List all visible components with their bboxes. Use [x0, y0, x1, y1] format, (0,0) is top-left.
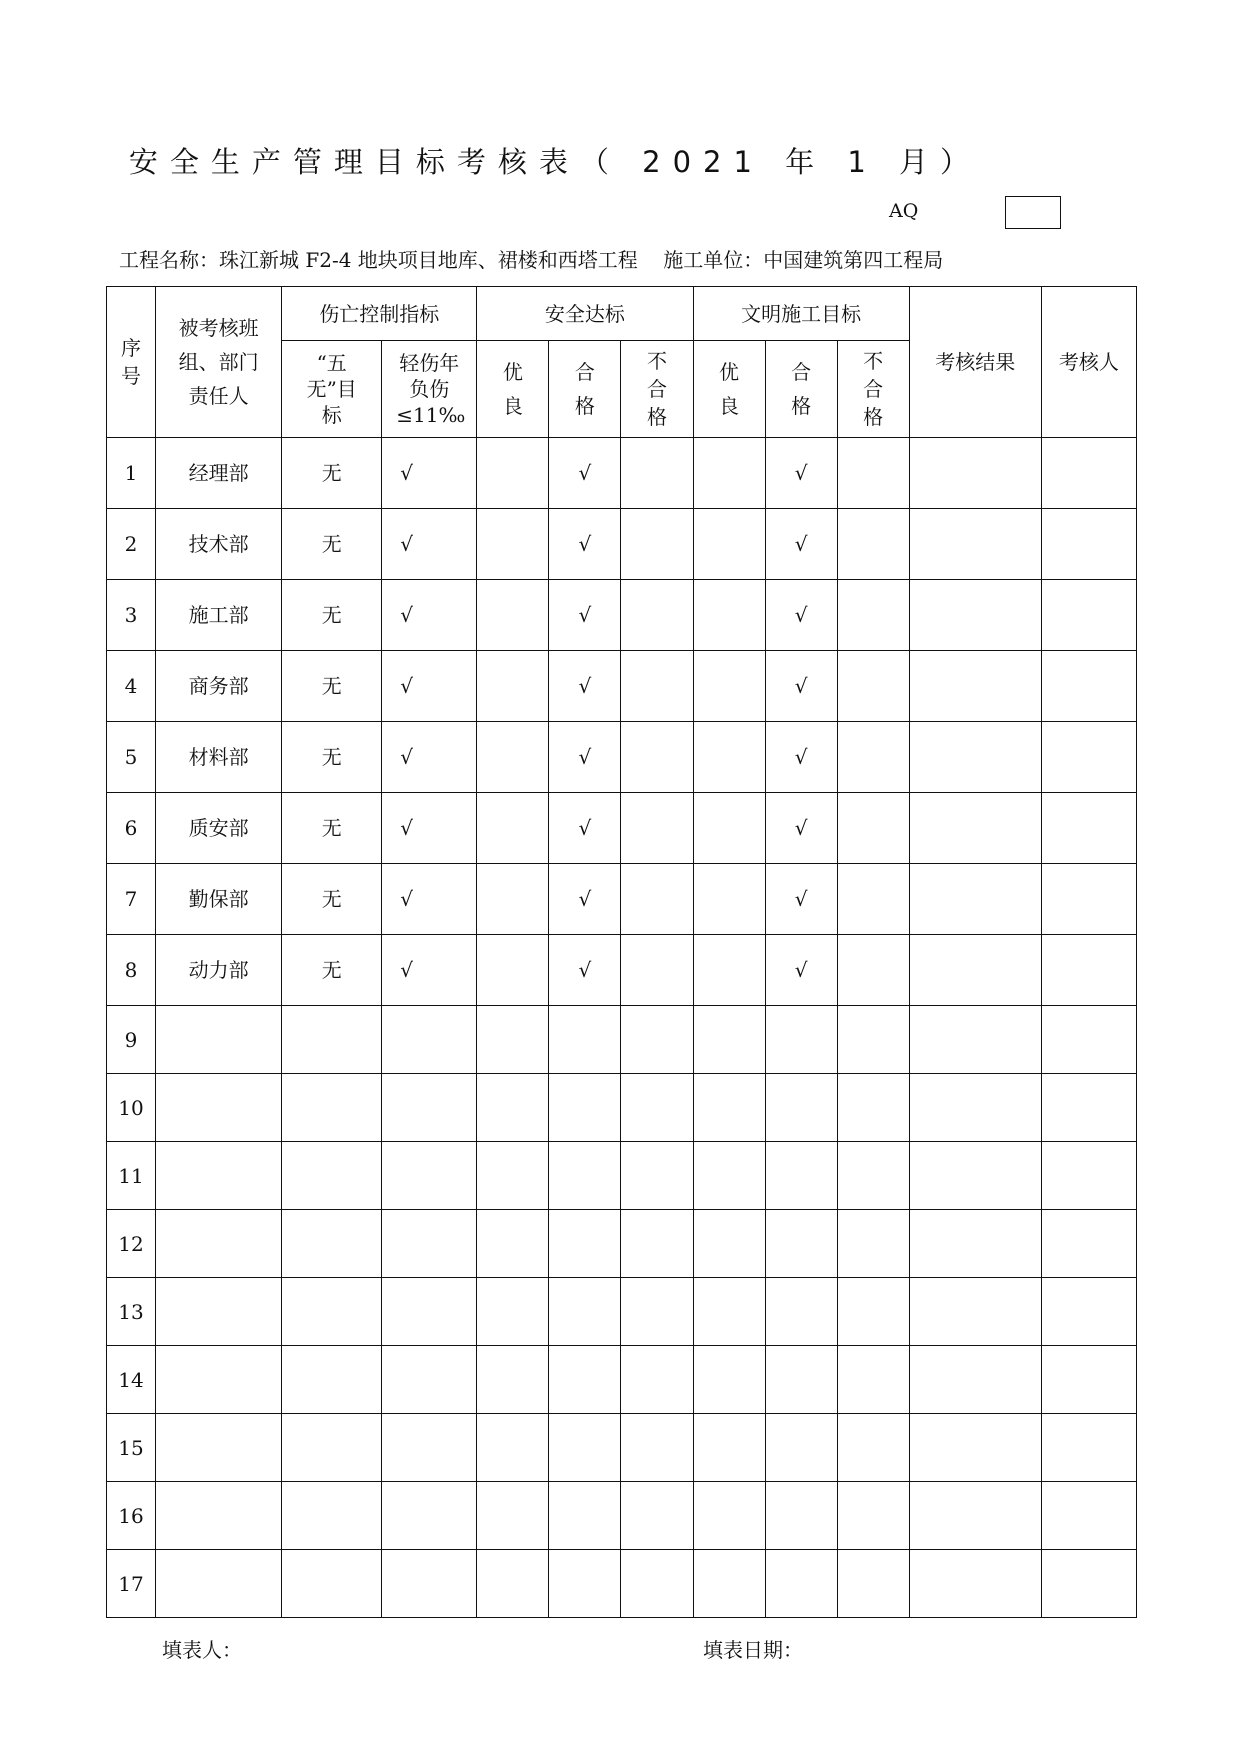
- cell-civil-pass[interactable]: [765, 1210, 837, 1278]
- cell-result[interactable]: [909, 1142, 1041, 1210]
- cell-safety-excellent[interactable]: [477, 793, 549, 864]
- cell-safety-fail[interactable]: [621, 1006, 693, 1074]
- cell-assessor[interactable]: [1041, 1210, 1136, 1278]
- cell-safety-fail[interactable]: [621, 793, 693, 864]
- cell-safety-excellent[interactable]: [477, 1414, 549, 1482]
- cell-safety-pass[interactable]: [549, 1006, 621, 1074]
- cell-light-injury[interactable]: √: [382, 793, 477, 864]
- cell-seq: 10: [107, 1074, 156, 1142]
- table-row: [107, 1414, 1137, 1482]
- cell-civil-excellent[interactable]: [693, 509, 765, 580]
- cell-dept[interactable]: 勤保部: [156, 864, 282, 935]
- cell-civil-pass[interactable]: √: [765, 651, 837, 722]
- cell-light-injury[interactable]: √: [382, 509, 477, 580]
- cell-safety-excellent[interactable]: [477, 1346, 549, 1414]
- cell-dept[interactable]: 材料部: [156, 722, 282, 793]
- cell-assessor[interactable]: [1041, 580, 1136, 651]
- cell-civil-pass[interactable]: √: [765, 580, 837, 651]
- cell-five-none[interactable]: [282, 1006, 382, 1074]
- cell-safety-fail[interactable]: [621, 1550, 693, 1618]
- cell-result[interactable]: [909, 1074, 1041, 1142]
- cell-civil-pass[interactable]: √: [765, 935, 837, 1006]
- cell-civil-excellent[interactable]: [693, 864, 765, 935]
- cell-safety-excellent[interactable]: [477, 722, 549, 793]
- cell-light-injury[interactable]: [382, 1006, 477, 1074]
- cell-assessor[interactable]: [1041, 722, 1136, 793]
- cell-civil-excellent[interactable]: [693, 1006, 765, 1074]
- cell-seq: 13: [107, 1278, 156, 1346]
- cell-safety-pass[interactable]: [549, 1142, 621, 1210]
- cell-seq: 8: [107, 935, 156, 1006]
- cell-civil-pass[interactable]: [765, 1142, 837, 1210]
- cell-dept[interactable]: 动力部: [156, 935, 282, 1006]
- cell-civil-fail[interactable]: [837, 1210, 909, 1278]
- cell-safety-pass[interactable]: [549, 1550, 621, 1618]
- cell-civil-pass[interactable]: √: [765, 793, 837, 864]
- cell-safety-fail[interactable]: [621, 1074, 693, 1142]
- cell-assessor[interactable]: [1041, 1142, 1136, 1210]
- cell-civil-pass[interactable]: [765, 1482, 837, 1550]
- cell-safety-pass[interactable]: √: [549, 651, 621, 722]
- cell-civil-pass[interactable]: [765, 1550, 837, 1618]
- cell-safety-pass[interactable]: √: [549, 509, 621, 580]
- cell-dept[interactable]: 质安部: [156, 793, 282, 864]
- cell-five-none[interactable]: [282, 1074, 382, 1142]
- cell-safety-fail[interactable]: [621, 722, 693, 793]
- cell-safety-fail[interactable]: [621, 509, 693, 580]
- cell-result[interactable]: [909, 651, 1041, 722]
- filler-label: 填表人：: [162, 1638, 242, 1662]
- cell-civil-excellent[interactable]: [693, 722, 765, 793]
- cell-dept[interactable]: 技术部: [156, 509, 282, 580]
- cell-safety-pass[interactable]: [549, 1414, 621, 1482]
- cell-assessor[interactable]: [1041, 509, 1136, 580]
- cell-light-injury[interactable]: [382, 1482, 477, 1550]
- cell-civil-excellent[interactable]: [693, 580, 765, 651]
- cell-dept[interactable]: 经理部: [156, 438, 282, 509]
- cell-civil-fail[interactable]: [837, 580, 909, 651]
- cell-safety-fail[interactable]: [621, 1346, 693, 1414]
- header-civil-fail: 不合格: [837, 341, 909, 438]
- cell-dept[interactable]: 施工部: [156, 580, 282, 651]
- cell-dept[interactable]: [156, 1210, 282, 1278]
- cell-five-none[interactable]: [282, 1142, 382, 1210]
- header-result: 考核结果: [909, 287, 1041, 438]
- cell-seq: 7: [107, 864, 156, 935]
- cell-civil-fail[interactable]: [837, 1278, 909, 1346]
- cell-result[interactable]: [909, 793, 1041, 864]
- cell-safety-excellent[interactable]: [477, 864, 549, 935]
- cell-seq: 12: [107, 1210, 156, 1278]
- table-row: [107, 1482, 1137, 1550]
- cell-civil-fail[interactable]: [837, 1482, 909, 1550]
- cell-light-injury[interactable]: [382, 1142, 477, 1210]
- cell-result[interactable]: [909, 1482, 1041, 1550]
- cell-assessor[interactable]: [1041, 1550, 1136, 1618]
- cell-safety-fail[interactable]: [621, 1210, 693, 1278]
- cell-five-none[interactable]: [282, 1482, 382, 1550]
- cell-result[interactable]: [909, 509, 1041, 580]
- cell-safety-fail[interactable]: [621, 1482, 693, 1550]
- cell-seq: 16: [107, 1482, 156, 1550]
- cell-assessor[interactable]: [1041, 1346, 1136, 1414]
- cell-light-injury[interactable]: [382, 1346, 477, 1414]
- cell-seq: 6: [107, 793, 156, 864]
- cell-seq: 3: [107, 580, 156, 651]
- cell-civil-excellent[interactable]: [693, 1142, 765, 1210]
- cell-assessor[interactable]: [1041, 793, 1136, 864]
- table-row: [107, 793, 1137, 864]
- cell-civil-fail[interactable]: [837, 935, 909, 1006]
- cell-seq: 17: [107, 1550, 156, 1618]
- cell-result[interactable]: [909, 722, 1041, 793]
- cell-safety-excellent[interactable]: [477, 580, 549, 651]
- cell-five-none[interactable]: 无: [282, 864, 382, 935]
- cell-seq: 1: [107, 438, 156, 509]
- cell-assessor[interactable]: [1041, 438, 1136, 509]
- cell-dept[interactable]: [156, 1278, 282, 1346]
- cell-safety-excellent[interactable]: [477, 509, 549, 580]
- cell-light-injury[interactable]: [382, 1278, 477, 1346]
- cell-civil-excellent[interactable]: [693, 793, 765, 864]
- cell-safety-pass[interactable]: [549, 1210, 621, 1278]
- cell-assessor[interactable]: [1041, 864, 1136, 935]
- cell-safety-fail[interactable]: [621, 1414, 693, 1482]
- cell-dept[interactable]: [156, 1074, 282, 1142]
- cell-result[interactable]: [909, 1414, 1041, 1482]
- cell-five-none[interactable]: 无: [282, 651, 382, 722]
- cell-light-injury[interactable]: [382, 1210, 477, 1278]
- cell-light-injury[interactable]: [382, 1414, 477, 1482]
- aq-label: AQ: [889, 200, 919, 222]
- cell-dept[interactable]: [156, 1414, 282, 1482]
- table-row: [107, 509, 1137, 580]
- cell-dept[interactable]: [156, 1006, 282, 1074]
- table-row: [107, 1550, 1137, 1618]
- cell-light-injury[interactable]: [382, 1550, 477, 1618]
- assessment-table: [106, 286, 1137, 1618]
- cell-safety-pass[interactable]: √: [549, 935, 621, 1006]
- cell-safety-excellent[interactable]: [477, 438, 549, 509]
- header-safety-pass: 合格: [549, 341, 621, 438]
- cell-result[interactable]: [909, 438, 1041, 509]
- cell-safety-excellent[interactable]: [477, 1550, 549, 1618]
- header-team: 被考核班组、部门责任人: [156, 287, 282, 438]
- cell-result[interactable]: [909, 864, 1041, 935]
- cell-civil-excellent[interactable]: [693, 1550, 765, 1618]
- cell-five-none[interactable]: 无: [282, 438, 382, 509]
- header-safety-group: 安全达标: [477, 287, 693, 341]
- cell-five-none[interactable]: [282, 1346, 382, 1414]
- cell-seq: 14: [107, 1346, 156, 1414]
- cell-dept[interactable]: [156, 1550, 282, 1618]
- header-safety-excellent: 优良: [477, 341, 549, 438]
- cell-civil-pass[interactable]: √: [765, 722, 837, 793]
- cell-seq: 2: [107, 509, 156, 580]
- cell-civil-pass[interactable]: [765, 1346, 837, 1414]
- cell-assessor[interactable]: [1041, 1006, 1136, 1074]
- cell-civil-fail[interactable]: [837, 509, 909, 580]
- cell-safety-excellent[interactable]: [477, 1006, 549, 1074]
- cell-assessor[interactable]: [1041, 935, 1136, 1006]
- cell-result[interactable]: [909, 1550, 1041, 1618]
- cell-civil-fail[interactable]: [837, 793, 909, 864]
- cell-civil-fail[interactable]: [837, 1346, 909, 1414]
- cell-safety-pass[interactable]: √: [549, 793, 621, 864]
- header-seq: 序号: [107, 287, 156, 438]
- cell-safety-fail[interactable]: [621, 935, 693, 1006]
- cell-civil-excellent[interactable]: [693, 1210, 765, 1278]
- cell-civil-excellent[interactable]: [693, 1414, 765, 1482]
- cell-result[interactable]: [909, 1346, 1041, 1414]
- table-row: [107, 1006, 1137, 1074]
- project-info-line: 工程名称：珠江新城 F2-4 地块项目地库、裙楼和西塔工程 施工单位：中国建筑第四工程局: [119, 248, 944, 272]
- cell-civil-pass[interactable]: [765, 1074, 837, 1142]
- cell-dept[interactable]: [156, 1482, 282, 1550]
- header-civil-excellent: 优良: [693, 341, 765, 438]
- cell-civil-excellent[interactable]: [693, 935, 765, 1006]
- cell-civil-excellent[interactable]: [693, 1346, 765, 1414]
- cell-assessor[interactable]: [1041, 1414, 1136, 1482]
- cell-safety-fail[interactable]: [621, 864, 693, 935]
- cell-five-none[interactable]: [282, 1414, 382, 1482]
- cell-civil-pass[interactable]: [765, 1278, 837, 1346]
- cell-light-injury[interactable]: √: [382, 935, 477, 1006]
- cell-civil-excellent[interactable]: [693, 1482, 765, 1550]
- header-civil-pass: 合格: [765, 341, 837, 438]
- cell-safety-fail[interactable]: [621, 1142, 693, 1210]
- table-row: [107, 935, 1137, 1006]
- cell-safety-pass[interactable]: √: [549, 722, 621, 793]
- cell-safety-fail[interactable]: [621, 580, 693, 651]
- cell-seq: 4: [107, 651, 156, 722]
- header-assessor: 考核人: [1041, 287, 1136, 438]
- cell-five-none[interactable]: [282, 1278, 382, 1346]
- cell-civil-fail[interactable]: [837, 1006, 909, 1074]
- cell-safety-excellent[interactable]: [477, 1278, 549, 1346]
- cell-civil-fail[interactable]: [837, 1142, 909, 1210]
- cell-five-none[interactable]: [282, 1550, 382, 1618]
- table-row: [107, 580, 1137, 651]
- cell-assessor[interactable]: [1041, 1074, 1136, 1142]
- header-five-none: “五无”目标: [282, 341, 382, 438]
- cell-five-none[interactable]: [282, 1210, 382, 1278]
- cell-result[interactable]: [909, 1210, 1041, 1278]
- cell-light-injury[interactable]: [382, 1074, 477, 1142]
- cell-safety-pass[interactable]: [549, 1278, 621, 1346]
- cell-civil-fail[interactable]: [837, 1550, 909, 1618]
- fill-date-label: 填表日期：: [703, 1638, 803, 1662]
- cell-five-none[interactable]: 无: [282, 722, 382, 793]
- cell-result[interactable]: [909, 1006, 1041, 1074]
- header-casualty-group: 伤亡控制指标: [282, 287, 477, 341]
- cell-civil-fail[interactable]: [837, 651, 909, 722]
- cell-five-none[interactable]: 无: [282, 580, 382, 651]
- header-civil-group: 文明施工目标: [693, 287, 909, 341]
- cell-dept[interactable]: [156, 1346, 282, 1414]
- cell-civil-excellent[interactable]: [693, 438, 765, 509]
- cell-safety-excellent[interactable]: [477, 1210, 549, 1278]
- cell-safety-pass[interactable]: √: [549, 580, 621, 651]
- cell-seq: 11: [107, 1142, 156, 1210]
- cell-safety-pass[interactable]: [549, 1346, 621, 1414]
- cell-dept[interactable]: 商务部: [156, 651, 282, 722]
- cell-result[interactable]: [909, 1278, 1041, 1346]
- cell-civil-excellent[interactable]: [693, 1278, 765, 1346]
- table-row: [107, 651, 1137, 722]
- page-title: 安全生产管理目标考核表（ 2021 年 1 月）: [128, 145, 982, 179]
- table-row: [107, 1346, 1137, 1414]
- table-row: [107, 1074, 1137, 1142]
- table-row: [107, 1210, 1137, 1278]
- cell-assessor[interactable]: [1041, 651, 1136, 722]
- cell-safety-pass[interactable]: √: [549, 864, 621, 935]
- header-safety-fail: 不合格: [621, 341, 693, 438]
- cell-seq: 9: [107, 1006, 156, 1074]
- cell-five-none[interactable]: 无: [282, 793, 382, 864]
- cell-five-none[interactable]: 无: [282, 935, 382, 1006]
- cell-safety-excellent[interactable]: [477, 1142, 549, 1210]
- table-row: [107, 438, 1137, 509]
- cell-five-none[interactable]: 无: [282, 509, 382, 580]
- cell-safety-fail[interactable]: [621, 651, 693, 722]
- cell-seq: 5: [107, 722, 156, 793]
- cell-light-injury[interactable]: √: [382, 580, 477, 651]
- cell-civil-excellent[interactable]: [693, 1074, 765, 1142]
- cell-civil-excellent[interactable]: [693, 651, 765, 722]
- cell-civil-pass[interactable]: [765, 1006, 837, 1074]
- table-row: [107, 1278, 1137, 1346]
- cell-civil-fail[interactable]: [837, 1414, 909, 1482]
- cell-civil-pass[interactable]: √: [765, 864, 837, 935]
- cell-safety-pass[interactable]: √: [549, 438, 621, 509]
- table-row: [107, 722, 1137, 793]
- cell-safety-excellent[interactable]: [477, 651, 549, 722]
- cell-safety-pass[interactable]: [549, 1074, 621, 1142]
- cell-civil-pass[interactable]: √: [765, 509, 837, 580]
- header-light-injury: 轻伤年负伤≤11‰: [382, 341, 477, 438]
- cell-safety-fail[interactable]: [621, 1278, 693, 1346]
- cell-light-injury[interactable]: √: [382, 864, 477, 935]
- cell-civil-fail[interactable]: [837, 864, 909, 935]
- cell-safety-excellent[interactable]: [477, 1074, 549, 1142]
- cell-light-injury[interactable]: √: [382, 438, 477, 509]
- cell-light-injury[interactable]: √: [382, 722, 477, 793]
- cell-result[interactable]: [909, 935, 1041, 1006]
- cell-seq: 15: [107, 1414, 156, 1482]
- cell-civil-fail[interactable]: [837, 438, 909, 509]
- cell-civil-pass[interactable]: √: [765, 438, 837, 509]
- aq-number-box[interactable]: [1005, 196, 1061, 229]
- cell-light-injury[interactable]: √: [382, 651, 477, 722]
- cell-safety-excellent[interactable]: [477, 1482, 549, 1550]
- cell-civil-pass[interactable]: [765, 1414, 837, 1482]
- cell-safety-fail[interactable]: [621, 438, 693, 509]
- table-row: [107, 864, 1137, 935]
- cell-civil-fail[interactable]: [837, 722, 909, 793]
- cell-dept[interactable]: [156, 1142, 282, 1210]
- cell-assessor[interactable]: [1041, 1482, 1136, 1550]
- table-row: [107, 1142, 1137, 1210]
- cell-safety-pass[interactable]: [549, 1482, 621, 1550]
- cell-result[interactable]: [909, 580, 1041, 651]
- cell-assessor[interactable]: [1041, 1278, 1136, 1346]
- cell-safety-excellent[interactable]: [477, 935, 549, 1006]
- cell-civil-fail[interactable]: [837, 1074, 909, 1142]
